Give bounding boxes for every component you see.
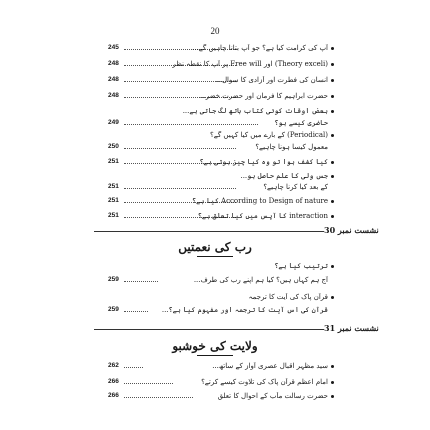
toc-page-number: 266 [108, 378, 119, 385]
toc-entry [108, 262, 328, 272]
bullet-icon [331, 47, 334, 50]
toc-page-number: 266 [108, 392, 119, 399]
toc-entry [108, 158, 328, 168]
toc-entry-continuation [108, 306, 328, 316]
bullet-icon [331, 79, 334, 82]
toc-leader [124, 311, 148, 312]
section-heading-1-text: رب کی نعمتیں [178, 240, 252, 254]
section-heading-2-text: ولایت کی خوشبو [172, 339, 258, 353]
toc-entry [108, 44, 328, 54]
toc-entry [108, 76, 328, 86]
bullet-icon [331, 95, 334, 98]
toc-title: حضرت رسالت مآب کے احوال کا تعلق [217, 392, 328, 400]
bullet-icon [331, 110, 334, 113]
toc-leader [124, 383, 173, 384]
toc-page-number: 249 [108, 119, 119, 126]
toc-leader [124, 188, 236, 189]
toc-title: interaction کا آپس میں کیا تعلق ہے؟ [197, 212, 328, 220]
toc-title-continued: قرآن کی اس آیت کا ترجمہ اور مفہوم کیا ہے؟... [161, 306, 328, 314]
toc-leader [124, 397, 193, 398]
toc-title: قرآن پاک کی آیت کا ترجمہ [248, 293, 328, 301]
bullet-icon [331, 63, 334, 66]
page-number: 20 [210, 26, 220, 36]
bullet-icon [331, 395, 334, 398]
toc-title: (Periodical) کے بارے میں کیا کہیں گے؟ [210, 131, 328, 139]
session-30-text: نشست نمبر 30 [324, 225, 379, 235]
heading-underline [197, 355, 233, 356]
bullet-icon [331, 265, 334, 268]
session-30-label [90, 225, 379, 235]
toc-title-continued: کے بعد کیا کرنا چاہیے؟ [263, 183, 328, 191]
toc-entry [108, 60, 328, 70]
toc-title: بعض اوقات کوئی کتاب ہاتھ لگ جاتی ہے... [182, 107, 328, 115]
toc-title: جس ولی کا علم حاصل ہو... [240, 172, 328, 180]
toc-page-number: 251 [108, 158, 119, 165]
bullet-icon [331, 365, 334, 368]
toc-page-number: 248 [108, 92, 119, 99]
toc-entry [108, 92, 328, 102]
toc-leader [124, 124, 258, 125]
toc-title: کیا کشف ہوا تو وہ کیا چیز ہوتی ہے؟ [199, 158, 328, 166]
bullet-icon [331, 134, 334, 137]
section-heading-2 [0, 339, 430, 356]
bullet-icon [331, 200, 334, 203]
toc-title: انسان کی فطرت اور آزادی کا سوال... [215, 76, 328, 84]
toc-title-continued: آج ہم کہاں ہیں؟ کیا ہم اپنے رب کی طرف... [193, 276, 328, 284]
heading-underline [197, 256, 233, 257]
section-heading-1 [0, 240, 430, 257]
toc-entry [108, 392, 328, 402]
toc-title: ترتیب کیا ہے؟ [274, 262, 328, 270]
toc-leader [124, 148, 236, 149]
toc-page-number: 245 [108, 44, 119, 51]
session-31-text: نشست نمبر 31 [324, 323, 379, 333]
toc-entry-continuation [108, 276, 328, 286]
toc-page-number: 259 [108, 276, 119, 283]
bullet-icon [331, 175, 334, 178]
bullet-icon [331, 381, 334, 384]
toc-entry [108, 378, 328, 388]
session-rule [94, 231, 324, 232]
toc-title: آپ کی کرامت کیا ہے؟ جو آپ بتانا چاہیں گے... [192, 44, 328, 52]
toc-page-number: 248 [108, 76, 119, 83]
toc-entry [108, 212, 328, 222]
toc-entry-continuation [108, 143, 328, 153]
toc-page-number: 251 [108, 212, 119, 219]
toc-title: According to Design of nature کیا ہے؟ [191, 197, 328, 205]
toc-entry-continuation [108, 183, 328, 193]
bullet-icon [331, 215, 334, 218]
bullet-icon [331, 296, 334, 299]
toc-title: امام اعظم قرآن پاک کی تلاوت کیسے کرتے؟ [201, 378, 328, 386]
toc-title: سید مظہر اقبال عصری آواز کے ساتھ... [212, 362, 328, 370]
toc-entry [108, 131, 328, 141]
session-31-label [90, 323, 379, 333]
toc-page-number: 251 [108, 183, 119, 190]
toc-page-number: 250 [108, 143, 119, 150]
bullet-icon [331, 161, 334, 164]
toc-entry [108, 197, 328, 207]
toc-page-number: 251 [108, 197, 119, 204]
toc-title-continued: معمول کیسا ہونا چاہیے؟ [255, 143, 328, 151]
toc-page-number: 262 [108, 362, 119, 369]
toc-leader [124, 281, 158, 282]
toc-entry [108, 172, 328, 182]
toc-entry [108, 293, 328, 303]
toc-title: حضرت ابراہیم کا فرمان اور حضرت خضر... [199, 92, 328, 100]
toc-title-continued: حاضری کیسے ہو؟ [274, 119, 328, 127]
toc-entry-continuation [108, 119, 328, 129]
toc-page-number: 259 [108, 306, 119, 313]
toc-entry [108, 362, 328, 372]
toc-page-number: 248 [108, 60, 119, 67]
session-rule [94, 329, 324, 330]
toc-entry [108, 107, 328, 117]
toc-title: (Theory exceli) اور Free will پر آپ کا نقطہ نظر [172, 60, 328, 68]
